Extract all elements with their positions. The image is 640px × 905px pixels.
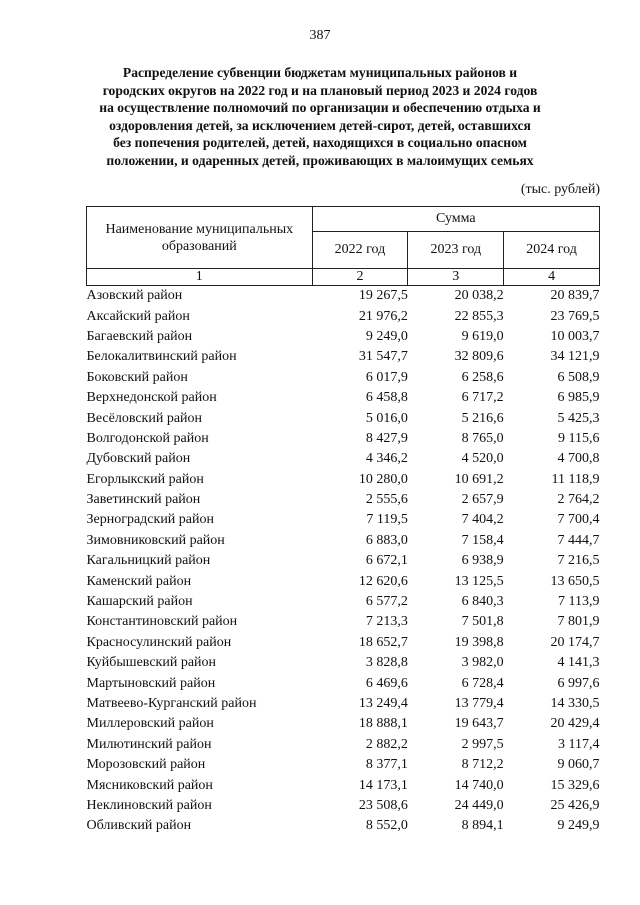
value-2024: 6 997,6 xyxy=(557,675,600,691)
value-2022: 8 552,0 xyxy=(365,818,408,834)
value-2022: 6 458,8 xyxy=(365,390,408,406)
table-row xyxy=(87,551,600,571)
municipality-name: Верхнедонской район xyxy=(86,390,217,406)
value-2024: 7 113,9 xyxy=(558,594,600,610)
municipality-name: Неклиновский район xyxy=(86,797,212,813)
table-row xyxy=(87,673,600,693)
table-row xyxy=(87,449,600,469)
table-row xyxy=(87,429,600,449)
table-row xyxy=(87,306,600,326)
table-row xyxy=(87,714,600,734)
value-2024: 20 839,7 xyxy=(550,288,600,304)
column-number: 2 xyxy=(312,269,408,286)
municipality-name: Волгодонской район xyxy=(86,430,209,446)
value-2023: 22 855,3 xyxy=(454,308,504,324)
value-2024: 14 330,5 xyxy=(550,696,600,711)
table-row xyxy=(87,735,600,755)
value-2022: 6 883,0 xyxy=(365,532,408,548)
value-2022: 23 508,6 xyxy=(358,797,408,813)
table-row xyxy=(87,286,600,307)
municipality-name: Каменский район xyxy=(86,573,192,589)
title-line: оздоровления детей, за исключением детей-сирот, детей, оставшихся xyxy=(109,117,531,133)
municipality-name: Матвеево-Курганский район xyxy=(86,696,257,711)
value-2023: 24 449,0 xyxy=(454,797,504,813)
value-2024: 9 249,9 xyxy=(557,818,600,834)
municipality-name: Кагальницкий район xyxy=(86,553,211,569)
column-number: 4 xyxy=(504,269,600,286)
value-2022: 18 888,1 xyxy=(358,716,408,732)
value-2023: 19 643,7 xyxy=(454,716,504,732)
value-2023: 6 717,2 xyxy=(461,390,504,406)
title-line: городских округов на 2022 год и на плановый период 2023 и 2024 годов xyxy=(102,82,538,98)
title-line: Распределение субвенции бюджетам муниципальных районов и xyxy=(122,65,518,80)
header-year-2023: 2023 год xyxy=(408,232,504,269)
table-row xyxy=(87,775,600,795)
municipality-name: Заветинский район xyxy=(86,492,201,508)
value-2024: 15 329,6 xyxy=(550,777,600,793)
table-row xyxy=(87,571,600,591)
header-year-2022: 2022 год xyxy=(312,232,408,269)
value-2023: 6 840,3 xyxy=(461,594,504,610)
value-2022: 6 017,9 xyxy=(365,369,408,385)
table-row xyxy=(87,796,600,816)
value-2022: 12 620,6 xyxy=(358,573,408,589)
value-2022: 8 377,1 xyxy=(365,757,408,773)
table-row xyxy=(87,612,600,632)
value-2024: 9 060,7 xyxy=(557,757,600,773)
municipality-name: Красносулинский район xyxy=(86,634,232,650)
value-2023: 32 809,6 xyxy=(454,349,504,365)
municipality-name: Зимовниковский район xyxy=(86,532,225,548)
value-2023: 8 894,1 xyxy=(461,818,504,834)
column-number: 3 xyxy=(408,269,504,286)
municipality-name: Обливский район xyxy=(86,818,192,834)
table-row xyxy=(87,408,600,428)
value-2023: 13 125,5 xyxy=(454,573,504,589)
value-2022: 2 882,2 xyxy=(365,736,408,752)
value-2024: 25 426,9 xyxy=(550,797,600,813)
value-2024: 3 117,4 xyxy=(558,736,600,752)
value-2024: 20 429,4 xyxy=(550,716,600,732)
municipality-name: Константиновский район xyxy=(86,614,238,630)
value-2023: 7 404,2 xyxy=(461,512,504,528)
municipality-name: Азовский район xyxy=(86,288,183,304)
value-2022: 9 249,0 xyxy=(365,328,408,344)
municipality-name: Миллеровский район xyxy=(86,716,214,732)
table-row xyxy=(87,531,600,551)
value-2024: 10 003,7 xyxy=(550,328,600,344)
title-line: положении, и одаренных детей, проживающих в малоимущих семьях xyxy=(106,152,534,168)
municipality-name: Боковский район xyxy=(86,369,188,385)
column-number: 1 xyxy=(87,269,313,286)
value-2022: 6 672,1 xyxy=(365,553,408,569)
value-2024: 7 801,9 xyxy=(557,614,600,630)
value-2022: 6 469,6 xyxy=(365,675,408,691)
table-row xyxy=(87,755,600,775)
municipality-name: Куйбышевский район xyxy=(86,655,217,671)
title-line: на осуществление полномочий по организации и обеспечению отдыха и xyxy=(99,100,541,115)
municipality-name: Морозовский район xyxy=(86,757,206,773)
value-2024: 4 141,3 xyxy=(557,655,600,671)
value-2022: 19 267,5 xyxy=(358,288,408,304)
table-row xyxy=(87,633,600,653)
municipality-name: Мартыновский район xyxy=(86,675,216,691)
units-label: (тыс. рублей) xyxy=(520,182,600,197)
value-2024: 7 700,4 xyxy=(557,512,600,528)
municipality-name: Кашарский район xyxy=(86,594,193,610)
table-row xyxy=(87,510,600,530)
value-2024: 20 174,7 xyxy=(550,634,600,650)
municipality-name: Мясниковский район xyxy=(86,777,213,793)
value-2024: 11 118,9 xyxy=(551,471,600,487)
value-2022: 18 652,7 xyxy=(358,634,408,650)
table-row xyxy=(87,816,600,836)
table-row xyxy=(87,347,600,367)
value-2022: 6 577,2 xyxy=(365,594,408,610)
value-2022: 3 828,8 xyxy=(365,655,408,671)
table-row xyxy=(87,327,600,347)
municipality-name: Белокалитвинский район xyxy=(86,349,237,365)
value-2023: 9 619,0 xyxy=(461,328,504,344)
municipality-name: Милютинский район xyxy=(86,736,212,752)
value-2022: 7 213,3 xyxy=(365,614,408,630)
value-2024: 9 115,6 xyxy=(558,430,600,446)
table-row xyxy=(87,470,600,490)
header-sum: Сумма xyxy=(312,207,599,232)
municipality-name: Багаевский район xyxy=(86,328,193,344)
table-row xyxy=(87,694,600,714)
value-2023: 20 038,2 xyxy=(454,288,504,304)
value-2022: 14 173,1 xyxy=(358,777,408,793)
table-row xyxy=(87,490,600,510)
value-2022: 13 249,4 xyxy=(358,696,408,711)
municipality-name: Зерноградский район xyxy=(86,512,214,528)
header-municipality: Наименование муниципальных образований xyxy=(87,207,313,269)
value-2024: 5 425,3 xyxy=(557,410,600,426)
value-2024: 34 121,9 xyxy=(550,349,600,365)
value-2023: 6 938,9 xyxy=(461,553,504,569)
municipality-name: Весёловский район xyxy=(86,410,203,426)
municipality-name: Егорлыкский район xyxy=(86,471,204,487)
value-2023: 6 728,4 xyxy=(461,675,504,691)
value-2024: 7 216,5 xyxy=(557,553,600,569)
value-2023: 13 779,4 xyxy=(454,696,504,711)
value-2024: 6 985,9 xyxy=(557,390,600,406)
table-row xyxy=(87,388,600,408)
value-2022: 7 119,5 xyxy=(366,512,408,528)
document-title xyxy=(90,64,550,169)
value-2023: 7 158,4 xyxy=(461,532,504,548)
value-2022: 2 555,6 xyxy=(365,492,408,508)
table-row xyxy=(87,653,600,673)
value-2023: 5 216,6 xyxy=(461,410,504,426)
value-2024: 13 650,5 xyxy=(550,573,600,589)
value-2023: 7 501,8 xyxy=(461,614,504,630)
value-2024: 23 769,5 xyxy=(550,308,600,324)
value-2023: 4 520,0 xyxy=(461,451,504,467)
value-2024: 2 764,2 xyxy=(557,492,600,508)
value-2023: 8 712,2 xyxy=(461,757,504,773)
value-2023: 2 997,5 xyxy=(461,736,504,752)
value-2023: 8 765,0 xyxy=(461,430,504,446)
value-2023: 10 691,2 xyxy=(454,471,504,487)
value-2022: 4 346,2 xyxy=(365,451,408,467)
value-2023: 3 982,0 xyxy=(461,655,504,671)
value-2022: 10 280,0 xyxy=(358,471,408,487)
table-row xyxy=(87,368,600,388)
subvention-table xyxy=(86,206,600,837)
page-number: 387 xyxy=(309,28,331,43)
title-line: без попечения родителей, детей, находящихся в социально опасном xyxy=(113,135,527,150)
value-2022: 21 976,2 xyxy=(358,308,408,324)
municipality-name: Аксайский район xyxy=(86,308,190,324)
value-2023: 19 398,8 xyxy=(454,634,504,650)
value-2023: 14 740,0 xyxy=(454,777,504,793)
value-2022: 5 016,0 xyxy=(365,410,408,426)
value-2023: 2 657,9 xyxy=(461,492,504,508)
value-2024: 4 700,8 xyxy=(557,451,600,467)
municipality-name: Дубовский район xyxy=(86,451,191,467)
value-2024: 7 444,7 xyxy=(557,532,600,548)
value-2024: 6 508,9 xyxy=(557,369,600,385)
value-2022: 31 547,7 xyxy=(358,349,408,365)
table-row xyxy=(87,592,600,612)
value-2023: 6 258,6 xyxy=(461,369,504,385)
value-2022: 8 427,9 xyxy=(365,430,408,446)
header-year-2024: 2024 год xyxy=(504,232,600,269)
